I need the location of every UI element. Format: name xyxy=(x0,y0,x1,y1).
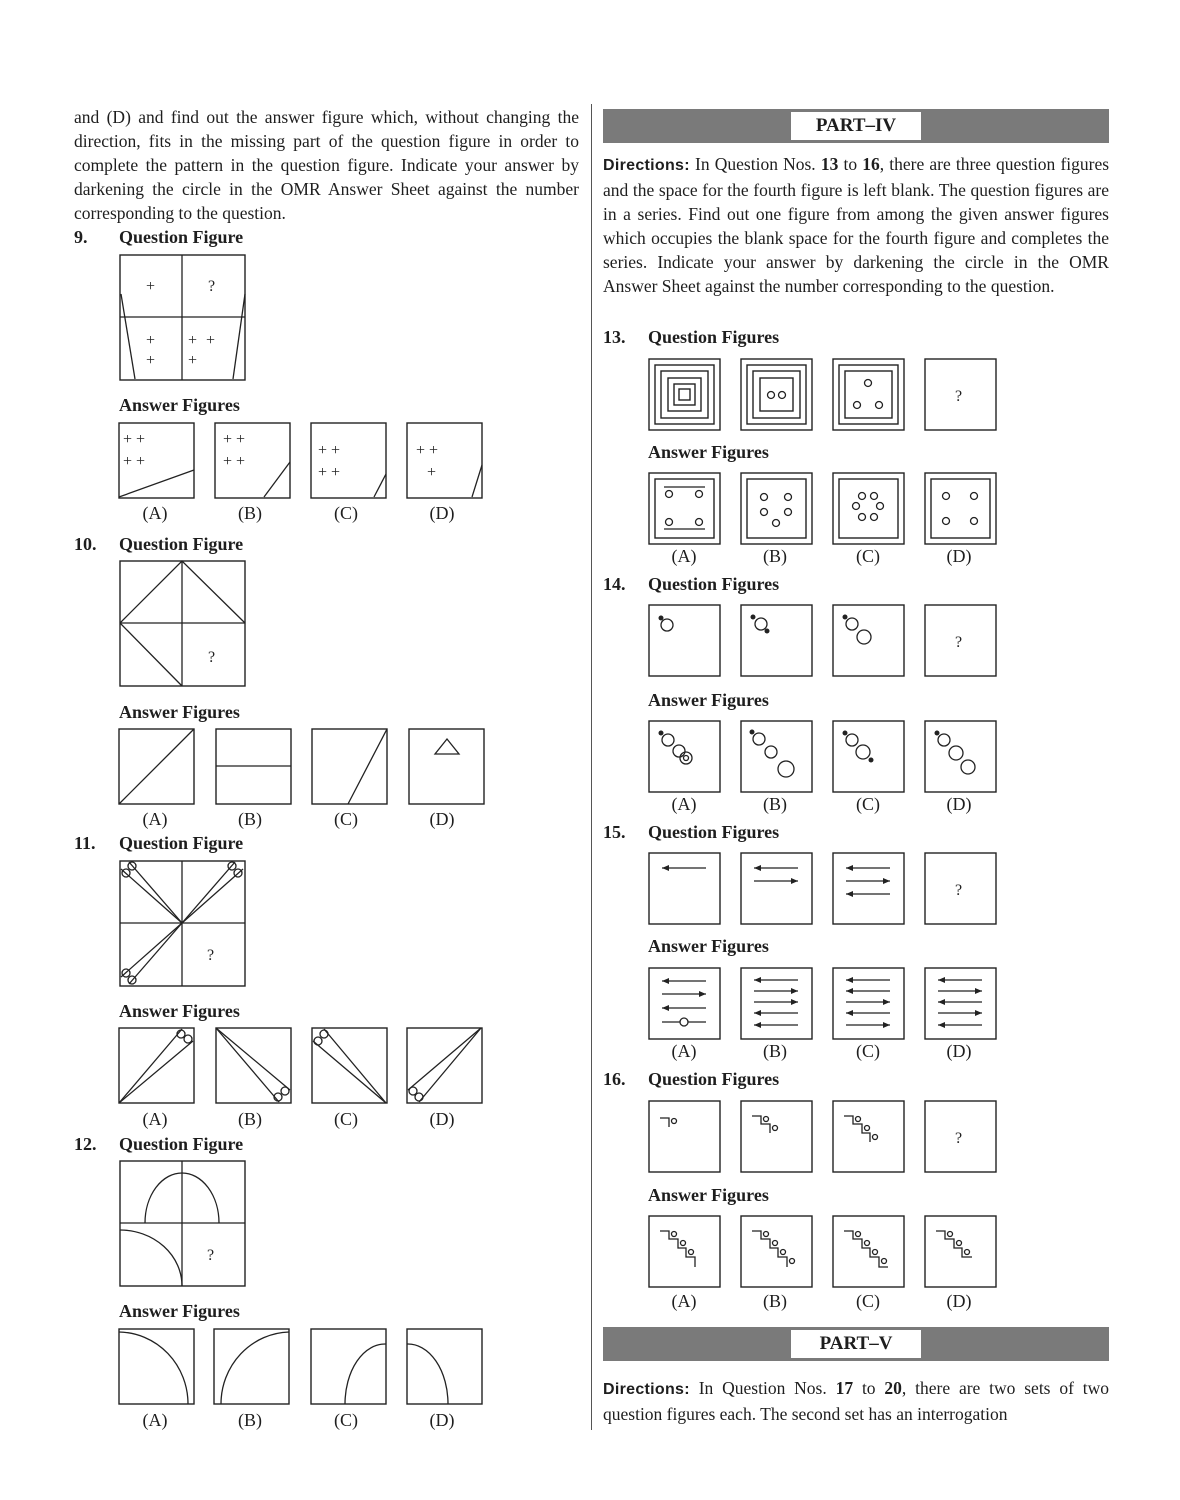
svg-text:?: ? xyxy=(955,882,963,899)
q9-option-c[interactable] xyxy=(311,423,386,498)
q15-option-a[interactable] xyxy=(649,968,720,1039)
q16-blank-figure xyxy=(925,1101,996,1172)
q13-answer-figures xyxy=(648,472,1000,546)
q15-question-figures xyxy=(648,852,1000,926)
q15-figure-1 xyxy=(649,853,720,924)
q13-option-c[interactable] xyxy=(833,473,904,544)
column-divider xyxy=(591,104,592,1430)
part-v-directions: Directions: In Question Nos. 17 to 20, there are two sets of two question figures each. The second set has an interrogation xyxy=(603,1378,1110,1424)
q10-option-b[interactable] xyxy=(216,729,291,804)
q11-answer-figures xyxy=(118,1027,498,1107)
question-number: 9. xyxy=(74,227,88,247)
q11-option-c[interactable] xyxy=(312,1028,387,1103)
q11-question-figure xyxy=(119,860,247,988)
q10-question-figure xyxy=(119,560,247,688)
q15-figure-2 xyxy=(741,853,812,924)
svg-text:+: + xyxy=(146,332,156,349)
q13-figure-3 xyxy=(833,359,904,430)
q12-question-figure xyxy=(119,1160,247,1288)
q9-option-d[interactable] xyxy=(407,423,482,498)
q14-option-b[interactable] xyxy=(741,721,812,792)
svg-text:+: + xyxy=(188,352,198,369)
q14-figure-3 xyxy=(833,605,904,676)
answer-figures-label: Answer Figures xyxy=(119,1301,240,1321)
q13-question-figures xyxy=(648,358,1000,432)
q11-option-b[interactable] xyxy=(216,1028,291,1103)
q12-answer-figures xyxy=(118,1328,498,1408)
svg-text:+ +: + + xyxy=(223,431,246,448)
svg-text:+: + xyxy=(146,352,156,369)
q14-figure-1 xyxy=(649,605,720,676)
q10-option-a[interactable] xyxy=(119,729,194,804)
option-d-label: (D) xyxy=(429,503,455,523)
q14-option-d[interactable] xyxy=(925,721,996,792)
plus-mark: + xyxy=(146,278,156,295)
q9-question-figure xyxy=(119,254,247,382)
answer-figures-label: Answer Figures xyxy=(648,936,769,956)
part-v-title: PART–V xyxy=(791,1330,921,1358)
q14-answer-figures xyxy=(648,720,1000,794)
q15-answer-figures xyxy=(648,967,1000,1041)
option-a-label: (A) xyxy=(142,503,168,523)
q16-figure-2 xyxy=(741,1101,812,1172)
q10-option-c[interactable] xyxy=(312,729,387,804)
q15-blank-figure xyxy=(925,853,996,924)
q14-question-figures xyxy=(648,604,1000,678)
answer-figures-label: Answer Figures xyxy=(119,702,240,722)
answer-figures-label: Answer Figures xyxy=(648,1185,769,1205)
q14-option-a[interactable] xyxy=(649,721,720,792)
q12-option-b[interactable] xyxy=(214,1329,289,1404)
part-iv-banner xyxy=(603,109,1109,143)
q10-answer-figures xyxy=(118,728,498,808)
directions-heading: Directions: xyxy=(603,1381,690,1398)
q10-option-d[interactable] xyxy=(409,729,484,804)
q12-option-c[interactable] xyxy=(311,1329,386,1404)
q16-option-d[interactable] xyxy=(925,1216,996,1287)
q15-figure-3 xyxy=(833,853,904,924)
option-c-label: (C) xyxy=(334,503,358,523)
triangle-shape xyxy=(435,739,459,754)
question-title: Question Figure xyxy=(119,227,244,247)
q12-option-a[interactable] xyxy=(119,1329,194,1404)
q13-figure-1 xyxy=(649,359,720,430)
svg-text:+ +: + + xyxy=(123,431,146,448)
svg-text:?: ? xyxy=(207,1247,215,1264)
q16-answer-figures xyxy=(648,1215,1000,1289)
q9-option-a[interactable] xyxy=(119,423,194,498)
answer-figures-label: Answer Figures xyxy=(119,1001,240,1021)
svg-text:+: + xyxy=(206,332,216,349)
q14-figure-2 xyxy=(741,605,812,676)
q13-option-a[interactable] xyxy=(649,473,720,544)
q13-option-d[interactable] xyxy=(925,473,996,544)
q16-figure-1 xyxy=(649,1101,720,1172)
svg-text:?: ? xyxy=(955,634,963,651)
q12-option-d[interactable] xyxy=(407,1329,482,1404)
q16-option-b[interactable] xyxy=(741,1216,812,1287)
q9-answer-figures xyxy=(118,422,498,502)
q14-option-c[interactable] xyxy=(833,721,904,792)
q15-option-b[interactable] xyxy=(741,968,812,1039)
svg-text:?: ? xyxy=(208,649,216,666)
q11-option-d[interactable] xyxy=(407,1028,482,1103)
q13-figure-2 xyxy=(741,359,812,430)
svg-text:?: ? xyxy=(207,947,215,964)
q16-figure-3 xyxy=(833,1101,904,1172)
svg-text:+ +: + + xyxy=(318,442,341,459)
q9-option-b[interactable] xyxy=(215,423,290,498)
q16-question-figures xyxy=(648,1100,1000,1174)
question-mark: ? xyxy=(208,278,216,295)
q13-blank-figure xyxy=(925,359,996,430)
directions-heading: Directions: xyxy=(603,157,690,174)
answer-figures-label: Answer Figures xyxy=(648,442,769,462)
svg-text:?: ? xyxy=(955,1130,963,1147)
svg-text:+: + xyxy=(427,464,437,481)
intro-paragraph: and (D) and find out the answer figure which, without changing the direction, fits in the missing part of the question figure in order to complete the pattern in the question figure. Indicate your answer by darkening the circle in the OMR Answer Sheet against the number corresponding to the question. xyxy=(74,107,579,223)
part-v-banner xyxy=(603,1327,1109,1361)
answer-figures-label: Answer Figures xyxy=(119,395,240,415)
svg-text:+ +: + + xyxy=(123,453,146,470)
svg-text:+ +: + + xyxy=(318,464,341,481)
part-iv-title: PART–IV xyxy=(791,112,921,140)
svg-text:?: ? xyxy=(955,388,963,405)
q11-option-a[interactable] xyxy=(119,1028,194,1103)
svg-text:+ +: + + xyxy=(416,442,439,459)
q16-option-a[interactable] xyxy=(649,1216,720,1287)
svg-text:+ +: + + xyxy=(223,453,246,470)
part-iv-directions: Directions: In Question Nos. 13 to 16, there are three question figures and the space for the fourth figure is left blank. The question figures are in a series. Find out one figure from among the given answer figures which occupies the blank space for the fourth figure and completes the series. Indicate your answer by darkening the circle in the OMR Answer Sheet against the number corresponding to the question. xyxy=(603,154,1110,296)
option-b-label: (B) xyxy=(238,503,262,523)
q15-option-c[interactable] xyxy=(833,968,904,1039)
answer-figures-label: Answer Figures xyxy=(648,690,769,710)
q14-blank-figure xyxy=(925,605,996,676)
svg-text:+: + xyxy=(188,332,198,349)
q13-option-b[interactable] xyxy=(741,473,812,544)
q15-option-d[interactable] xyxy=(925,968,996,1039)
q16-option-c[interactable] xyxy=(833,1216,904,1287)
